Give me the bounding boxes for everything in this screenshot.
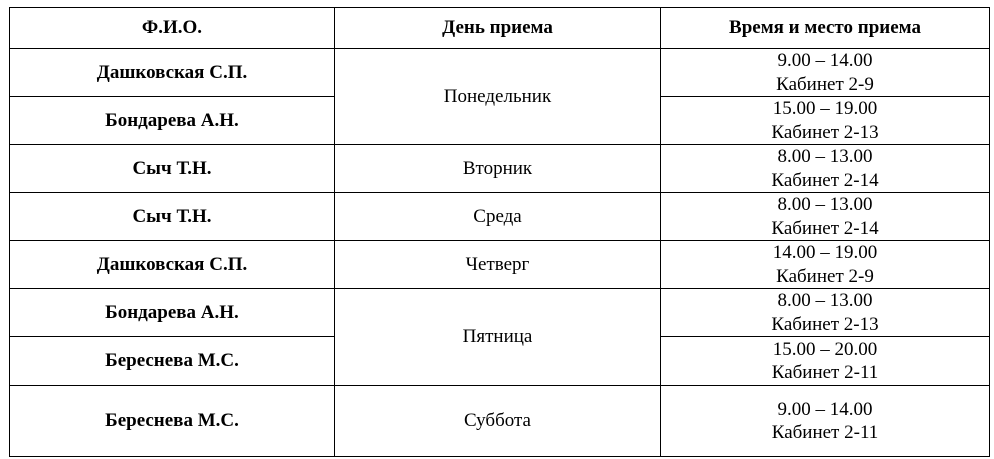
reception-schedule-table <box>9 7 990 457</box>
time-place-cell <box>661 97 990 145</box>
reception-room: Кабинет 2-13 <box>771 313 879 335</box>
reception-room: Кабинет 2-11 <box>771 422 879 443</box>
time-place-cell <box>661 337 990 386</box>
reception-day: Четверг <box>335 241 661 289</box>
reception-time: 8.00 – 13.00 <box>777 290 873 311</box>
reception-time: 9.00 – 14.00 <box>777 398 873 420</box>
reception-time: 14.00 – 19.00 <box>772 242 878 263</box>
reception-room: Кабинет 2-11 <box>771 362 879 383</box>
table-row <box>10 241 990 289</box>
person-name: Береснева М.С. <box>10 337 335 386</box>
reception-day: Понедельник <box>335 49 661 145</box>
reception-time: 8.00 – 13.00 <box>777 146 873 167</box>
table-row <box>10 145 990 193</box>
table-header-row <box>10 8 990 49</box>
person-name: Сыч Т.Н. <box>10 145 335 193</box>
header-name: Ф.И.О. <box>10 8 335 49</box>
time-place-cell <box>661 289 990 337</box>
person-name: Бондарева А.Н. <box>10 97 335 145</box>
time-place-cell <box>661 241 990 289</box>
table-row <box>10 193 990 241</box>
person-name: Дашковская С.П. <box>10 241 335 289</box>
reception-room: Кабинет 2-13 <box>771 121 879 143</box>
reception-room: Кабинет 2-14 <box>771 217 879 239</box>
reception-room: Кабинет 2-9 <box>776 73 874 95</box>
table-row <box>10 289 990 337</box>
reception-day: Вторник <box>335 145 661 193</box>
time-place-cell <box>661 386 990 457</box>
reception-day: Среда <box>335 193 661 241</box>
time-place-cell <box>661 193 990 241</box>
reception-day: Суббота <box>335 386 661 457</box>
time-place-cell <box>661 145 990 193</box>
time-place-cell <box>661 49 990 97</box>
reception-time: 8.00 – 13.00 <box>777 194 873 215</box>
header-day: День приема <box>335 8 661 49</box>
reception-day: Пятница <box>335 289 661 386</box>
reception-time: 15.00 – 19.00 <box>772 98 878 119</box>
person-name: Бондарева А.Н. <box>10 289 335 337</box>
person-name: Сыч Т.Н. <box>10 193 335 241</box>
reception-room: Кабинет 2-14 <box>771 169 879 191</box>
table-row <box>10 49 990 97</box>
header-time-place: Время и место приема <box>661 8 990 49</box>
reception-room: Кабинет 2-9 <box>776 265 874 287</box>
person-name: Дашковская С.П. <box>10 49 335 97</box>
reception-time: 15.00 – 20.00 <box>772 338 878 360</box>
table-row <box>10 386 990 457</box>
reception-time: 9.00 – 14.00 <box>777 50 873 71</box>
person-name: Береснева М.С. <box>10 386 335 457</box>
